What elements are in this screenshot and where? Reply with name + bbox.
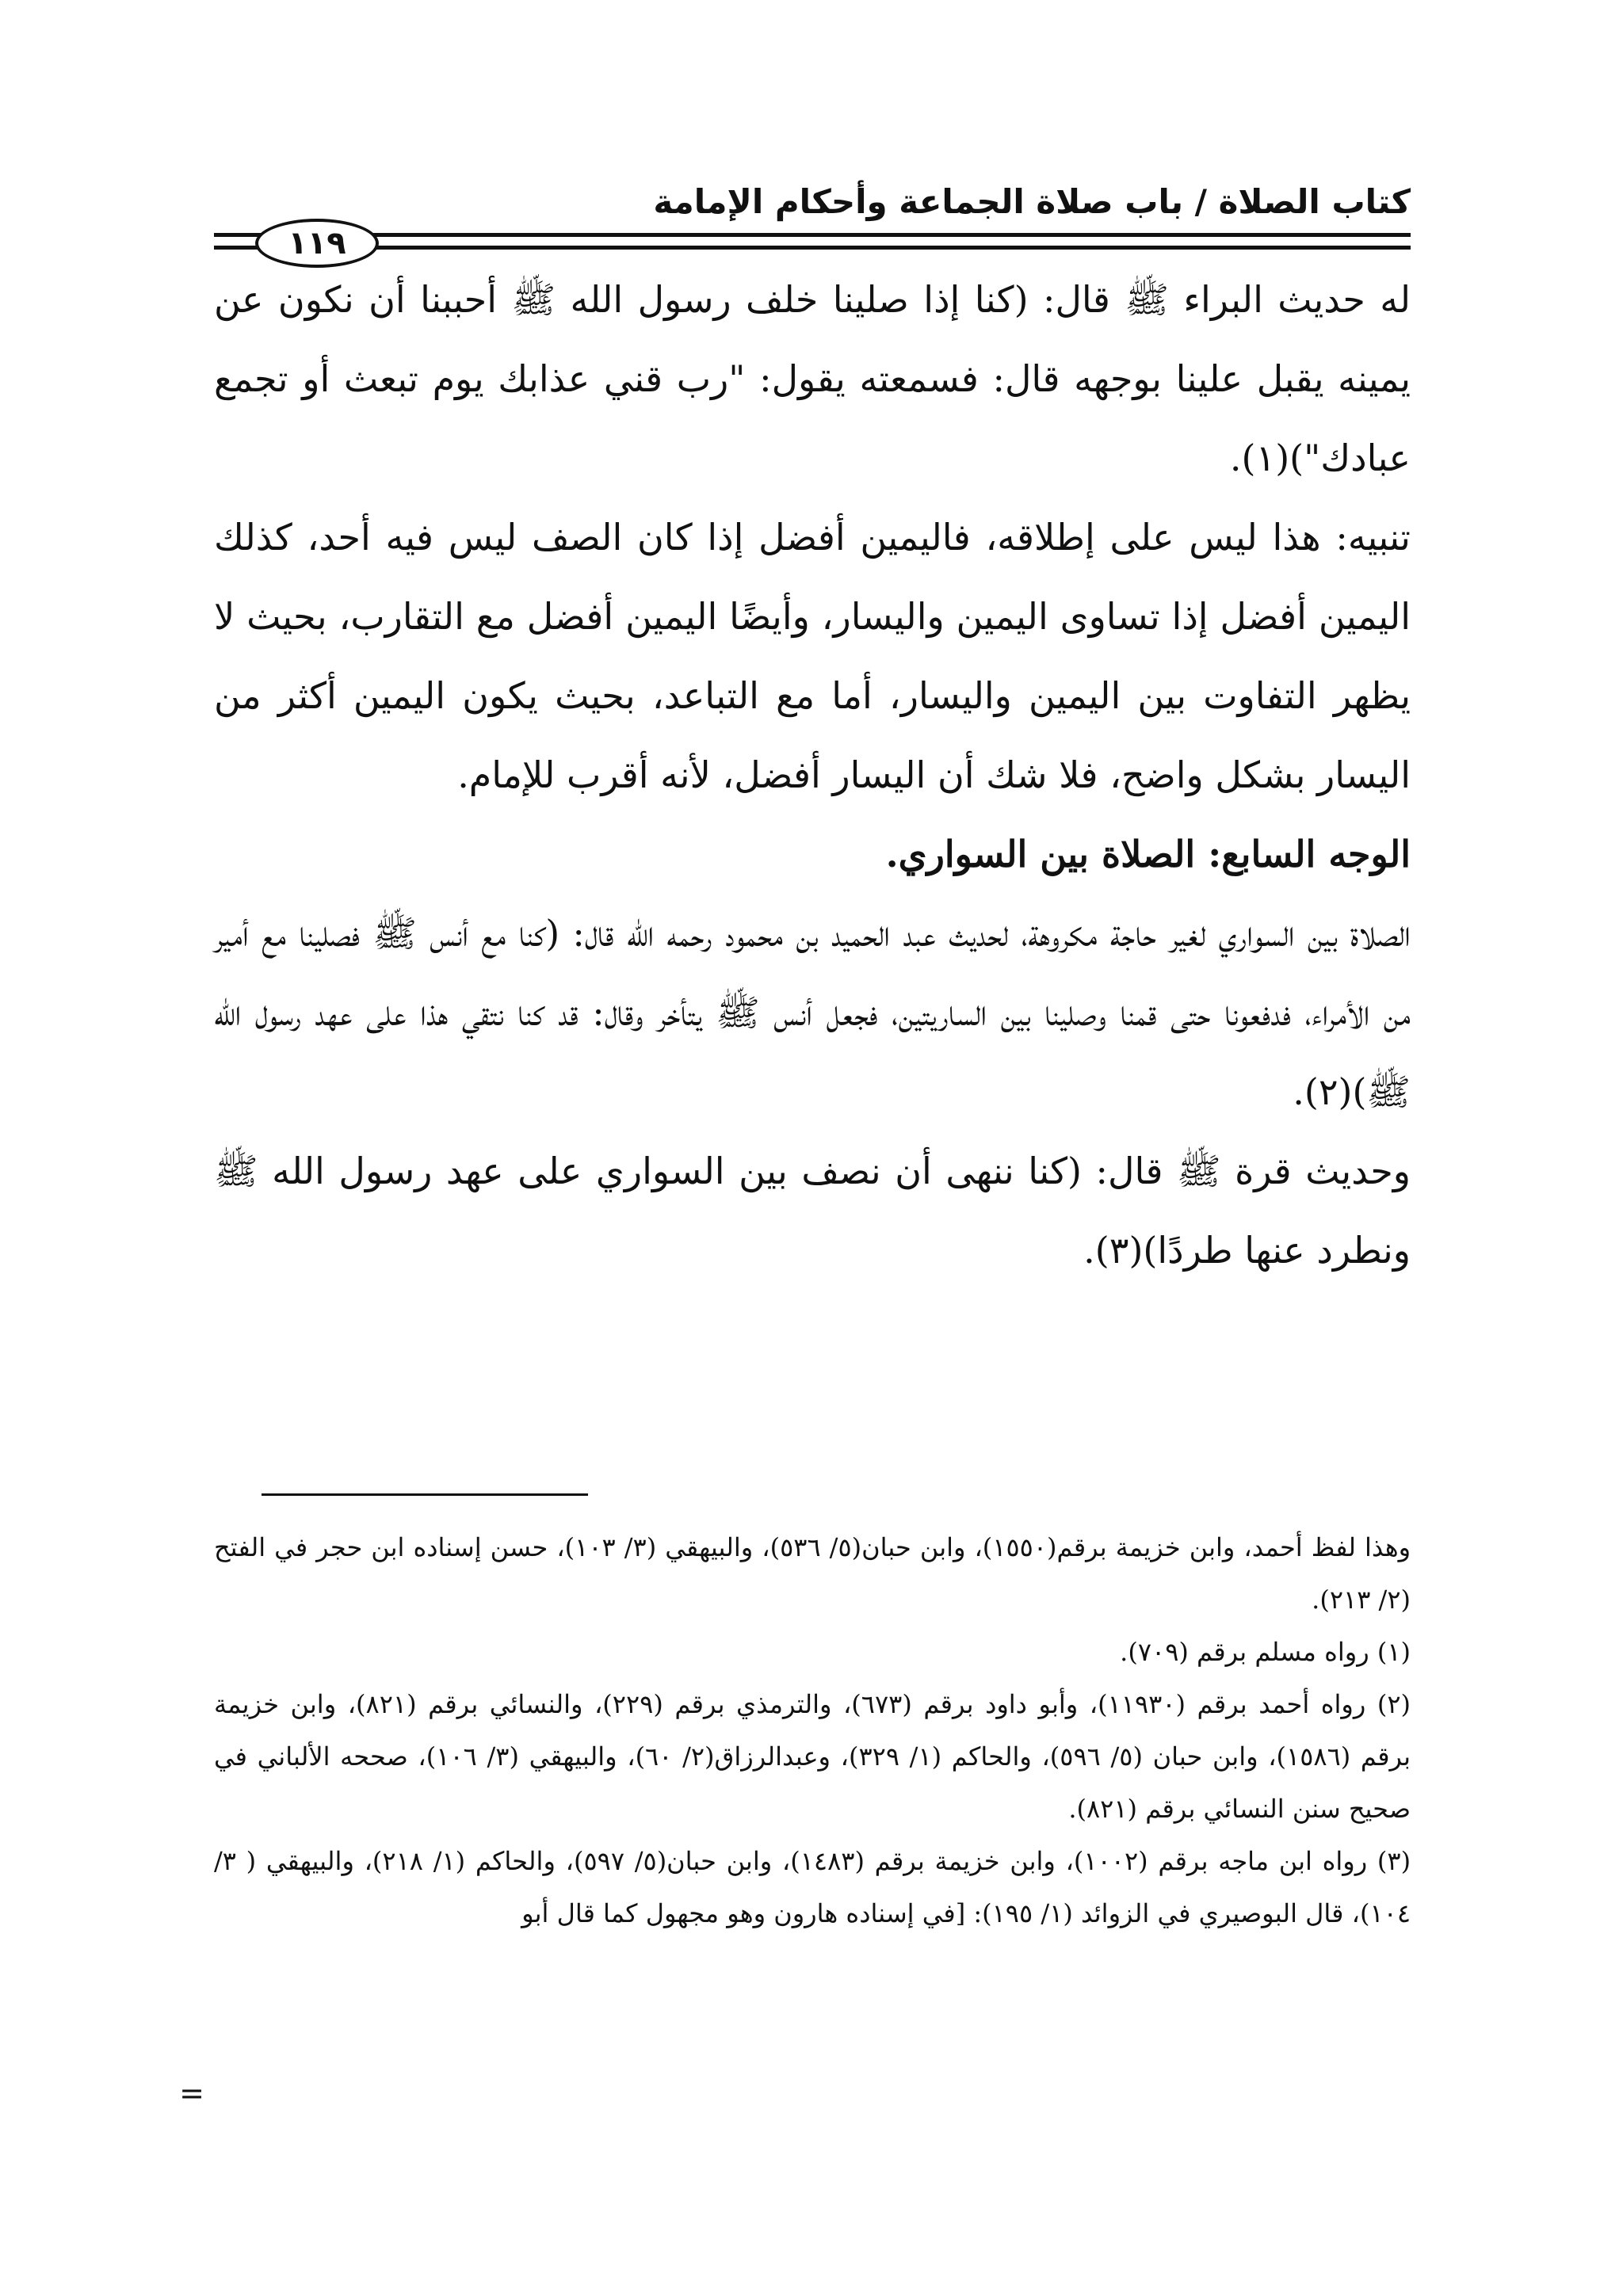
running-header: كتاب الصلاة / باب صلاة الجماعة وأحكام الإمامة	[653, 182, 1411, 221]
paragraph-qurra-hadith: وحديث قرة ﷺ قال: (كنا ننهى أن نصف بين السواري على عهد رسول الله ﷺ ونطرد عنها طردًا)(٣).	[214, 1150, 1411, 1272]
paragraph-tanbih: تنبيه: هذا ليس على إطلاقه، فاليمين أفضل إذا كان الصف ليس فيه أحد، كذلك اليمين أفضل إذا تساوى اليمين واليسار، وأيضًا اليمين أفضل مع التقارب، بحيث لا يظهر التفاوت بين اليمين واليسار، أما مع التباعد، بحيث يكون اليمين أكثر من اليسار بشكل واضح، فلا شك أن اليسار أفضل، لأنه أقرب للإمام.	[214, 516, 1411, 796]
footnote-3: (٣) رواه ابن ماجه برقم (١٠٠٢)، وابن خزيمة برقم (١٤٨٣)، وابن حبان(٥/ ٥٩٧)، والحاكم (١/ ٢١٨)، والبيهقي ( ٣/ ١٠٤)، قال البوصيري في الزوائد (١/ ١٩٥): [في إسناده هارون وهو مجهول كما قال أبو	[214, 1846, 1411, 1928]
footnote-continuation: وهذا لفظ أحمد، وابن خزيمة برقم(١٥٥٠)، وابن حبان(٥/ ٥٣٦)، والبيهقي (٣/ ١٠٣)، حسن إسناده ابن حجر في الفتح (٢/ ٢١٣).	[214, 1532, 1411, 1615]
continuation-mark: =	[179, 2076, 204, 2111]
header-rule-top	[214, 233, 1411, 237]
paragraph-pillars: الصلاة بين السواري لغير حاجة مكروهة، لحديث عبد الحميد بن محمود رحمه الله قال: (كنا مع أنس ﷺ فصلينا مع أمير من الأمراء، فدفعونا حتى قمنا وصلينا بين الساريتين، فجعل أنس ﷺ يتأخر وقال: قد كنا نتقي هذا على عهد رسول الله ﷺ)(٢).	[214, 912, 1411, 1113]
footnote-1: (١) رواه مسلم برقم (٧٠٩).	[1120, 1637, 1411, 1667]
paragraph-bara-hadith: له حديث البراء ﷺ قال: (كنا إذا صلينا خلف رسول الله ﷺ أحببنا أن نكون عن يمينه يقبل علينا بوجهه قال: فسمعته يقول: "رب قني عذابك يوم تبعث أو تجمع عبادك")(١).	[214, 278, 1411, 479]
body-text	[214, 260, 1411, 1290]
page-number: ١١٩	[255, 219, 379, 268]
footnote-2: (٢) رواه أحمد برقم (١١٩٣٠)، وأبو داود برقم (٦٧٣)، والترمذي برقم (٢٢٩)، والنسائي برقم (٨٢١)، وابن خزيمة برقم (١٥٨٦)، وابن حبان (٥/ ٥٩٦)، والحاكم (١/ ٣٢٩)، وعبدالرزاق(٢/ ٦٠)، والبيهقي (٣/ ١٠٦)، صححه الألباني في صحيح سنن النسائي برقم (٨٢١).	[214, 1689, 1411, 1824]
footnotes	[214, 1521, 1411, 1939]
footnote-separator	[262, 1493, 588, 1496]
section-heading: الوجه السابع: الصلاة بين السواري.	[885, 833, 1411, 875]
header-rule-bottom	[214, 246, 1411, 250]
